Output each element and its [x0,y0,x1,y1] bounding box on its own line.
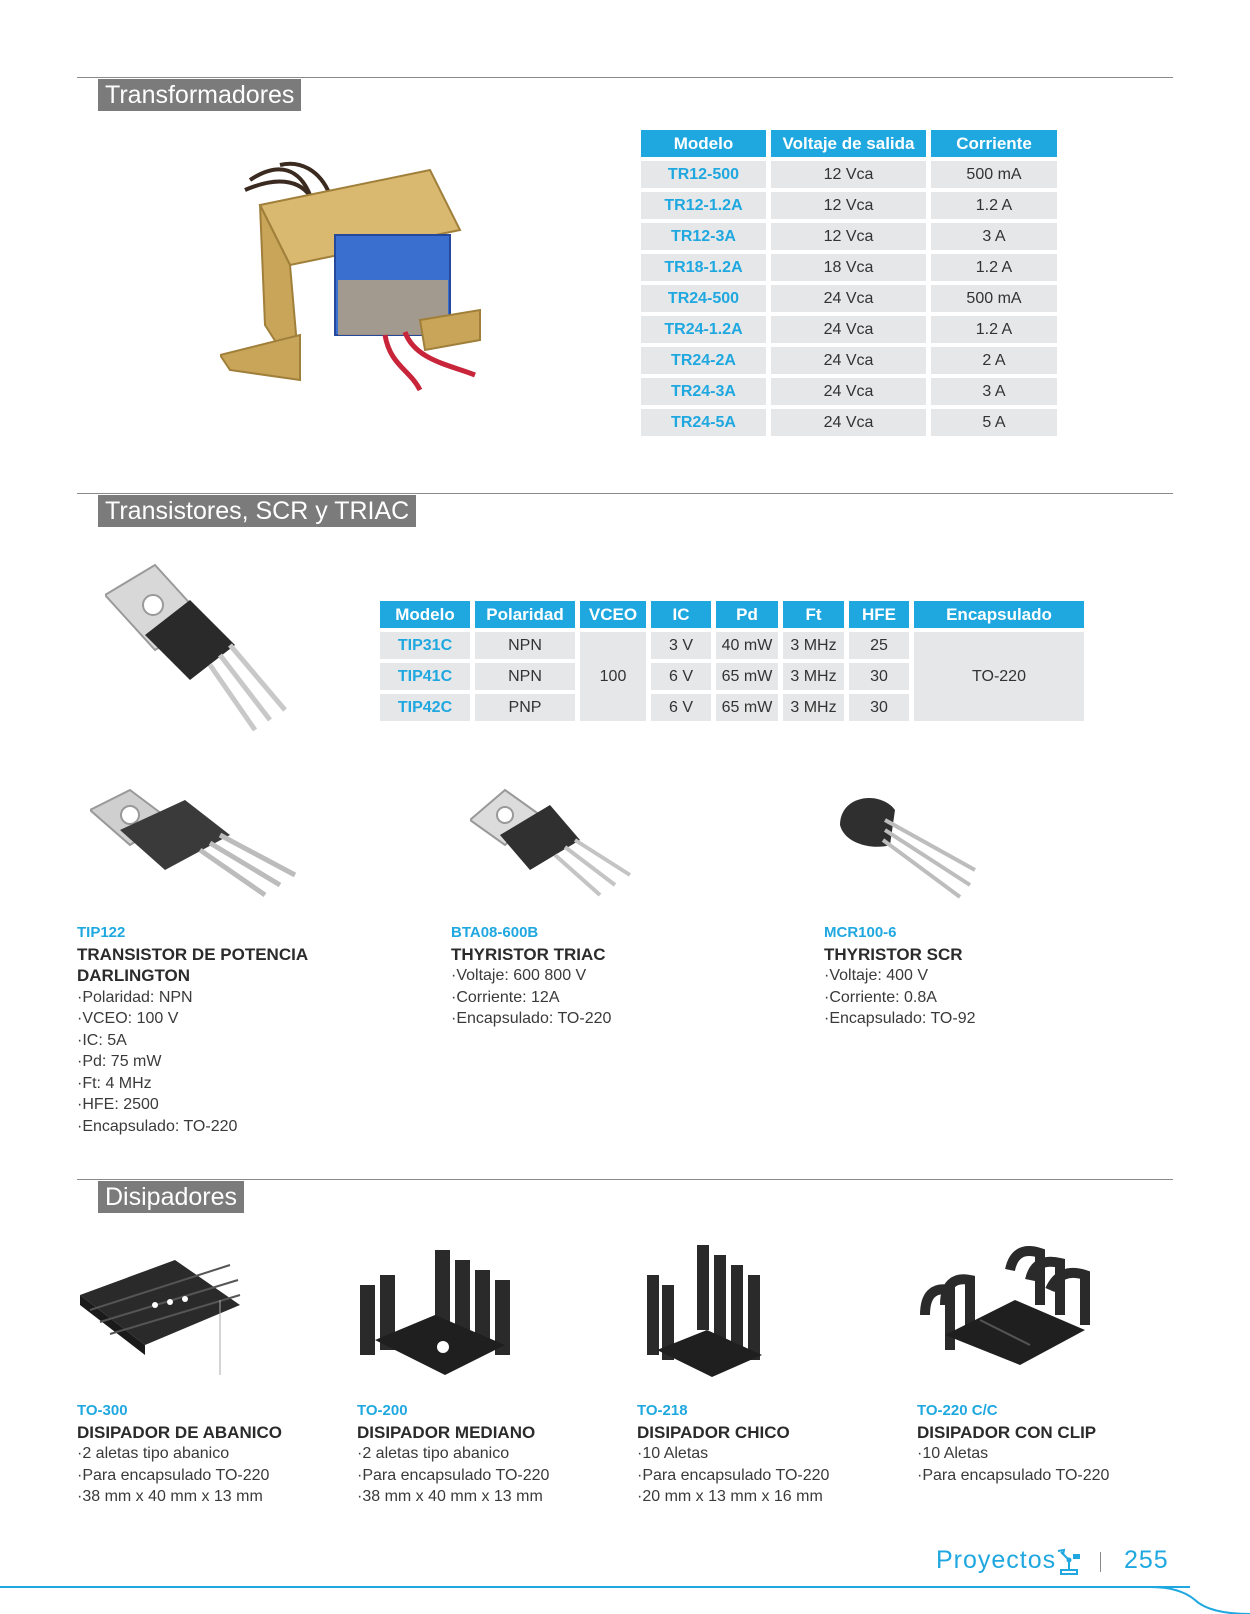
spec-item: · Para encapsulado TO-220 [637,1465,907,1487]
spec-item: · Para encapsulado TO-220 [917,1465,1187,1487]
product-mcr100 [824,922,1124,1030]
product-code: TO-218 [637,1402,688,1419]
vceo-cell: 100 [580,632,646,721]
col-header-hfe: HFE [849,601,909,628]
section-rule-transistors [77,493,1173,494]
product-code: MCR100-6 [824,924,897,941]
spec-item: · Para encapsulado TO-220 [77,1465,347,1487]
current-cell: 500 mA [931,285,1057,312]
transformer-image [220,150,500,400]
spec-item: · IC: 5A [77,1030,377,1052]
current-cell: 3 A [931,223,1057,250]
ft-cell: 3 MHz [783,663,844,690]
table-header-row [641,130,1057,157]
col-header-model: Modelo [641,130,766,157]
product-to218 [637,1400,907,1508]
model-cell: TR24-1.2A [641,316,766,343]
model-cell: TIP41C [380,663,470,690]
spec-item: · HFE: 2500 [77,1094,377,1116]
tip122-image [90,785,300,900]
voltage-cell: 12 Vca [771,192,926,219]
spec-item: · 38 mm x 40 mm x 13 mm [357,1486,627,1508]
model-cell: TR12-1.2A [641,192,766,219]
current-cell: 2 A [931,347,1057,374]
model-cell: TR24-5A [641,409,766,436]
spec-item: · 20 mm x 13 mm x 16 mm [637,1486,907,1508]
page-number: 255 [1124,1546,1169,1574]
heatsink-fan-image [80,1250,245,1380]
spec-item: · Pd: 75 mW [77,1051,377,1073]
spec-item: · Encapsulado: TO-220 [451,1008,751,1030]
current-cell: 3 A [931,378,1057,405]
current-cell: 500 mA [931,161,1057,188]
spec-item: · VCEO: 100 V [77,1008,377,1030]
ft-cell: 3 MHz [783,694,844,721]
to220-transistor-image [105,560,295,735]
col-header-ft: Ft [783,601,844,628]
table-header-row [380,601,1084,628]
col-header-pd: Pd [716,601,778,628]
model-cell: TR24-2A [641,347,766,374]
hfe-cell: 25 [849,632,909,659]
current-cell: 5 A [931,409,1057,436]
voltage-cell: 24 Vca [771,285,926,312]
table-row [641,161,1057,188]
product-code: TO-300 [77,1402,128,1419]
voltage-cell: 12 Vca [771,161,926,188]
spec-item: · Polaridad: NPN [77,987,377,1009]
voltage-cell: 24 Vca [771,347,926,374]
col-header-polarity: Polaridad [475,601,575,628]
spec-item: · Corriente: 12A [451,987,751,1009]
product-name: DISIPADOR CON CLIP [917,1422,1097,1442]
footer-section-label: Proyectos [936,1546,1057,1574]
footer-curve [1150,1560,1250,1614]
current-cell: 1.2 A [931,316,1057,343]
section-rule-heatsinks [77,1179,1173,1180]
voltage-cell: 18 Vca [771,254,926,281]
model-cell: TR12-500 [641,161,766,188]
product-name: DISIPADOR MEDIANO [357,1422,536,1442]
spec-item: · 2 aletas tipo abanico [77,1443,347,1465]
col-header-model: Modelo [380,601,470,628]
polarity-cell: NPN [475,663,575,690]
ic-cell: 3 V [651,632,711,659]
product-name: THYRISTOR SCR [824,944,963,964]
col-header-current: Corriente [931,130,1057,157]
polarity-cell: PNP [475,694,575,721]
table-row [641,254,1057,281]
spec-item: · 2 aletas tipo abanico [357,1443,627,1465]
spec-item: · Ft: 4 MHz [77,1073,377,1095]
robot-arm-icon [1055,1548,1083,1576]
voltage-cell: 24 Vca [771,316,926,343]
spec-item: · Encapsulado: TO-220 [77,1116,377,1138]
table-row [641,192,1057,219]
product-code: TIP122 [77,924,126,941]
product-code: TO-200 [357,1402,408,1419]
product-name: THYRISTOR TRIAC [451,944,606,964]
col-header-ic: IC [651,601,711,628]
product-to200 [357,1400,627,1508]
model-cell: TR12-3A [641,223,766,250]
section-title-transformers: Transformadores [98,79,301,111]
spec-item: · 10 Aletas [917,1443,1187,1465]
product-code: TO-220 C/C [917,1402,998,1419]
col-header-package: Encapsulado [914,601,1084,628]
product-name: TRANSISTOR DE POTENCIA [77,944,309,964]
product-code: BTA08-600B [451,924,539,941]
pd-cell: 65 mW [716,663,778,690]
hfe-cell: 30 [849,694,909,721]
footer-separator [1100,1552,1101,1572]
table-row [641,285,1057,312]
heatsink-medium-image [355,1245,515,1385]
table-row [641,316,1057,343]
current-cell: 1.2 A [931,254,1057,281]
spec-item: · Voltaje: 600 800 V [451,965,751,987]
bta08-image [470,785,640,900]
heatsink-clip-image [920,1245,1095,1380]
product-tip122 [77,922,377,1137]
footer-line [0,1586,1190,1588]
table-row [641,409,1057,436]
current-cell: 1.2 A [931,192,1057,219]
product-to220cc [917,1400,1187,1486]
table-row [641,347,1057,374]
transistor-table [375,597,1089,725]
table-row [641,378,1057,405]
transformer-table [636,126,1062,440]
section-title-transistors: Transistores, SCR y TRIAC [98,495,416,527]
table-row [380,632,1084,659]
voltage-cell: 24 Vca [771,409,926,436]
ic-cell: 6 V [651,663,711,690]
voltage-cell: 12 Vca [771,223,926,250]
voltage-cell: 24 Vca [771,378,926,405]
model-cell: TR24-3A [641,378,766,405]
package-cell: TO-220 [914,632,1084,721]
section-title-heatsinks: Disipadores [98,1181,244,1213]
spec-item: · 10 Aletas [637,1443,907,1465]
model-cell: TR24-500 [641,285,766,312]
product-to300 [77,1400,347,1508]
spec-item: · Encapsulado: TO-92 [824,1008,1124,1030]
polarity-cell: NPN [475,632,575,659]
spec-item: · Para encapsulado TO-220 [357,1465,627,1487]
pd-cell: 40 mW [716,632,778,659]
col-header-voltage: Voltaje de salida [771,130,926,157]
spec-item: · 38 mm x 40 mm x 13 mm [77,1486,347,1508]
product-name: DISIPADOR CHICO [637,1422,790,1442]
model-cell: TIP42C [380,694,470,721]
table-row [641,223,1057,250]
heatsink-small-image [642,1245,772,1380]
model-cell: TIP31C [380,632,470,659]
mcr100-image [835,785,990,900]
product-bta08 [451,922,751,1030]
col-header-vceo: VCEO [580,601,646,628]
section-rule-transformers [77,77,1173,78]
model-cell: TR18-1.2A [641,254,766,281]
hfe-cell: 30 [849,663,909,690]
spec-item: · Voltaje: 400 V [824,965,1124,987]
ic-cell: 6 V [651,694,711,721]
product-name: DISIPADOR DE ABANICO [77,1422,282,1442]
spec-item: · Corriente: 0.8A [824,987,1124,1009]
pd-cell: 65 mW [716,694,778,721]
product-name: DARLINGTON [77,966,191,985]
ft-cell: 3 MHz [783,632,844,659]
